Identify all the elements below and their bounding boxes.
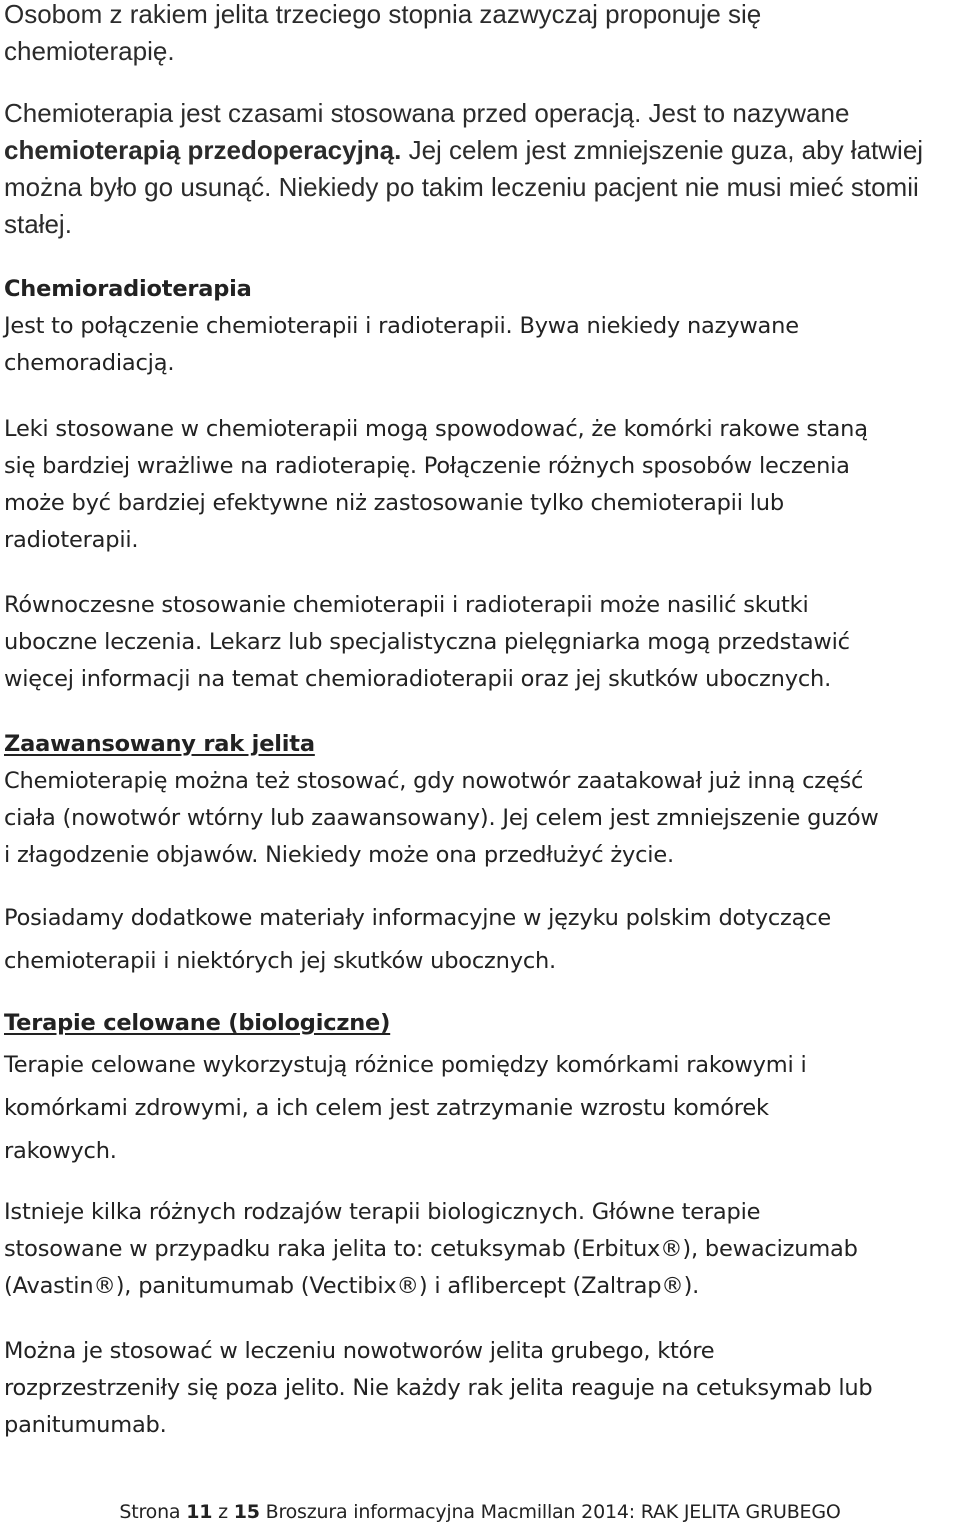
text-line: Chemioterapia jest czasami stosowana przed operacją. Jest to nazywane (4, 98, 850, 128)
text-line: uboczne leczenia. Lekarz lub specjalistyczna pielęgniarka mogą przedstawić (4, 629, 850, 655)
text-line: chemioterapii i niektórych jej skutków ubocznych. (4, 948, 557, 974)
paragraph-radiosensitivity (4, 411, 956, 559)
text-line: stosowane w przypadku raka jelita to: cetuksymab (Erbitux®), bewacizumab (4, 1236, 858, 1262)
footer-title: Broszura informacyjna Macmillan 2014: RAK JELITA GRUBEGO (259, 1501, 841, 1523)
page-footer (0, 1497, 960, 1527)
text-line: Jest to połączenie chemioterapii i radioterapii. Bywa niekiedy nazywane (4, 313, 799, 339)
term-preoperative-chemotherapy: chemioterapią przedoperacyjną. (4, 135, 402, 165)
section-targeted-heading (4, 1005, 956, 1042)
paragraph-materials (4, 897, 956, 983)
footer-z: z (212, 1501, 234, 1523)
text-line: komórkami zdrowymi, a ich celem jest zatrzymanie wzrostu komórek (4, 1095, 769, 1121)
paragraph-preoperative (4, 95, 956, 243)
text-line: Jej celem jest zmniejszenie guza, aby łatwiej (401, 135, 924, 165)
text-line: Równoczesne stosowanie chemioterapii i radioterapii może nasilić skutki (4, 592, 809, 618)
text-line: Osobom z rakiem jelita trzeciego stopnia zazwyczaj proponuje się (4, 0, 762, 29)
text-line: radioterapii. (4, 527, 139, 553)
text-line: rakowych. (4, 1138, 117, 1164)
text-line: chemoradiacją. (4, 350, 175, 376)
paragraph-intro (4, 0, 956, 70)
section-heading: Chemioradioterapia (4, 276, 252, 302)
text-line: można było go usunąć. Niekiedy po takim leczeniu pacjent nie musi mieć stomii (4, 172, 919, 202)
text-line: Terapie celowane wykorzystują różnice pomiędzy komórkami rakowymi i (4, 1052, 807, 1078)
text-line: więcej informacji na temat chemioradioterapii oraz jej skutków ubocznych. (4, 666, 832, 692)
text-line: Chemioterapię można też stosować, gdy nowotwór zaatakował już inną część (4, 768, 864, 794)
page-total: 15 (233, 1501, 260, 1523)
section-advanced-cancer (4, 726, 956, 874)
text-line: się bardziej wrażliwe na radioterapię. Połączenie różnych sposobów leczenia (4, 453, 850, 479)
text-line: ciała (nowotwór wtórny lub zaawansowany). Jej celem jest zmniejszenie guzów (4, 805, 879, 831)
text-line: rozprzestrzeniły się poza jelito. Nie każdy rak jelita reaguje na cetuksymab lub (4, 1375, 873, 1401)
text-line: Można je stosować w leczeniu nowotworów jelita grubego, które (4, 1338, 715, 1364)
paragraph-usage (4, 1333, 956, 1444)
text-line: stałej. (4, 209, 72, 239)
page-number: 11 (186, 1501, 213, 1523)
paragraph-side-effects (4, 587, 956, 698)
footer-strona: Strona (119, 1501, 187, 1523)
section-heading: Zaawansowany rak jelita (4, 731, 315, 757)
text-line: może być bardziej efektywne niż zastosowanie tylko chemioterapii lub (4, 490, 784, 516)
text-line: Istnieje kilka różnych rodzajów terapii biologicznych. Główne terapie (4, 1199, 761, 1225)
text-line: (Avastin®), panitumumab (Vectibix®) i aflibercept (Zaltrap®). (4, 1273, 700, 1299)
text-line: panitumumab. (4, 1412, 167, 1438)
text-line: Posiadamy dodatkowe materiały informacyjne w języku polskim dotyczące (4, 905, 832, 931)
paragraph-biological-types (4, 1194, 956, 1305)
section-heading: Terapie celowane (biologiczne) (4, 1010, 391, 1036)
paragraph-targeted (4, 1044, 956, 1173)
text-line: chemioterapię. (4, 36, 175, 66)
section-chemoradiotherapy (4, 271, 956, 382)
text-line: Leki stosowane w chemioterapii mogą spowodować, że komórki rakowe staną (4, 416, 868, 442)
text-line: i złagodzenie objawów. Niekiedy może ona przedłużyć życie. (4, 842, 674, 868)
